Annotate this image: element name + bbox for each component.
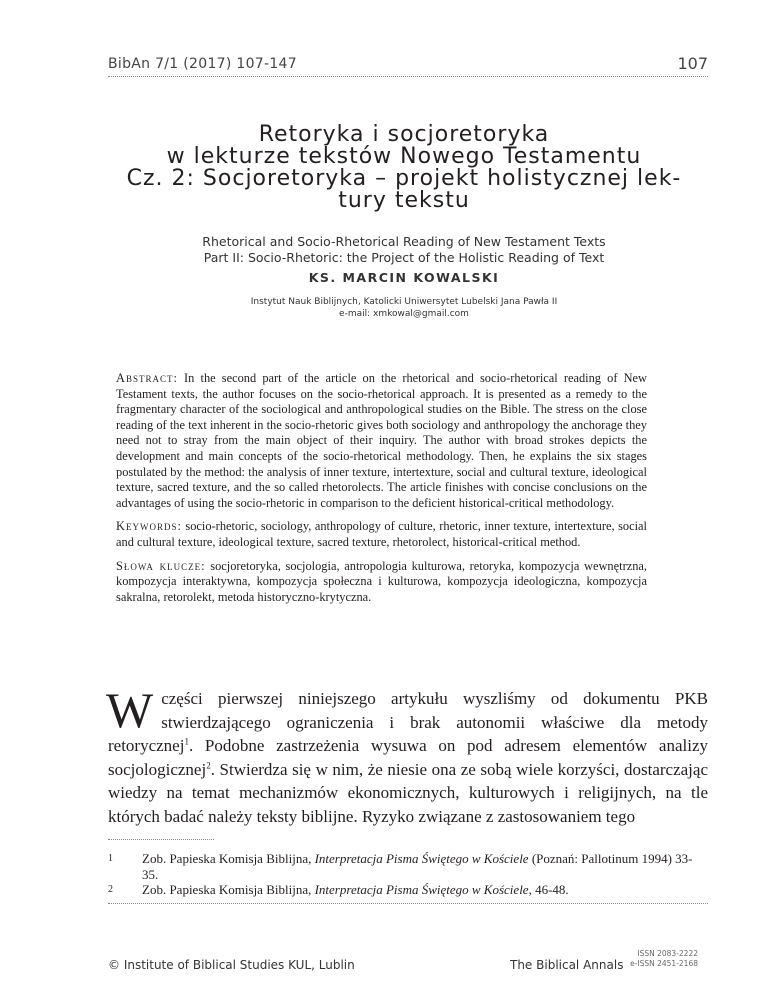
body-text-part: części pierwszej niniejszego artykułu wyszliśmy od dokumentu PKB stwierdzającego ograniczenia i brak autonomii właściwe dla metody retorycznej: [108, 689, 708, 755]
journal-citation: BibAn 7/1 (2017) 107-147: [108, 56, 297, 72]
abstract-block: [116, 371, 647, 605]
footnote-ref-1[interactable]: 1: [184, 736, 189, 747]
running-head: [108, 50, 708, 77]
footnote-text: , 46-48.: [528, 882, 569, 897]
footer-divider: [108, 903, 708, 904]
footnote-title: Interpretacja Pisma Świętego w Kościele: [314, 882, 529, 897]
body-paragraph: [106, 682, 708, 828]
footnote-ref-2[interactable]: 2: [206, 759, 211, 770]
keywords: [116, 519, 647, 550]
footnote-divider: [108, 839, 214, 840]
abstract-text: In the second part of the article on the rhetorical and socio-rhetorical reading of New Testament texts, the author focuses on the socio-rhetorical approach. It is presented as a remedy to the fragmentary character of the sociological and anthropological studies on the Bible. The stress on the close reading of the text inherent in the socio-rhetoric gives both sociology and anthropology the anchorage they need not to stray from the main object of their inquiry. The author with broad strokes depicts the development and main concepts of the socio-rhetorical methodology. Then, he explains the six stages postulated by the method: the analysis of inner texture, intertexture, social and cultural texture, ideological texture, sacred texture, and the so called rhetorolects. The article finishes with concise conclusions on the advantages of using the socio-rhetoric in comparison to the deficient historical-critical methodology.: [116, 371, 647, 510]
eissn: e-ISSN 2451-2168: [630, 959, 698, 968]
page-number: 107: [677, 54, 708, 73]
affiliation-institution: Instytut Nauk Biblijnych, Katolicki Uniwersytet Lubelski Jana Pawła II: [250, 297, 558, 307]
issn: ISSN 2083-2222: [637, 949, 698, 958]
keywords-text: socio-rhetoric, sociology, anthropology of culture, rhetoric, inner texture, intertexture, social and cultural texture, ideological texture, sacred texture, rhetorolect, historical-critical method.: [116, 519, 647, 549]
body-text-part: . Stwierdza się w nim, że niesie ona ze sobą wiele korzyści, dostarczając wiedzy na temat mechanizmów ekonomicznych, kulturowych i religijnych, na tle których badać należy teksty biblijne. Ryzyko związane z zastosowaniem tego: [108, 759, 708, 826]
drop-cap: W: [106, 682, 154, 738]
article-title: [100, 124, 708, 212]
title-line: Retoryka i socjoretoryka: [258, 122, 550, 147]
footnote-title: Interpretacja Pisma Świętego w Kościele: [314, 851, 529, 866]
affiliation-email: e-mail: xmkowal@gmail.com: [339, 309, 469, 319]
footnote-text: Zob. Papieska Komisja Biblijna,: [142, 851, 315, 866]
footnotes: [108, 851, 708, 898]
title-line: w lekturze tekstów Nowego Testamentu: [166, 144, 642, 169]
footnote: [108, 882, 708, 898]
english-subtitle: [100, 234, 708, 266]
footnote-text: (Poznań: Pallotinum 1994) 33-35.: [142, 851, 693, 882]
abstract-label: Abstract:: [116, 371, 178, 385]
footnote-text: Zob. Papieska Komisja Biblijna,: [142, 882, 315, 897]
copyright: © Institute of Biblical Studies KUL, Lublin: [108, 958, 355, 972]
footnote-number: 2: [108, 884, 113, 895]
issn-block: [622, 949, 698, 969]
body-text-part: . Podobne zastrzeżenia wysuwa on pod adresem elementów analizy socjologicznej: [108, 736, 708, 779]
polish-keywords-text: socjoretoryka, socjologia, antropologia kulturowa, retoryka, kompozycja wewnętrzna, kompozycja interaktywna, kompozycja społeczna i kulturowa, kompozycja ideologiczna, kompozycja sakralna, retorolekt, metoda historyczno-krytyczna.: [116, 558, 647, 604]
subtitle-line: Part II: Socio-Rhetoric: the Project of the Holistic Reading of Text: [203, 250, 605, 265]
footnote: [108, 851, 708, 882]
footnote-number: 1: [108, 853, 113, 864]
keywords-label: Keywords:: [116, 519, 182, 534]
journal-name: The Biblical Annals: [510, 958, 624, 972]
author-name: KS. MARCIN KOWALSKI: [308, 270, 500, 285]
polish-keywords: [116, 559, 647, 606]
abstract: [116, 371, 647, 511]
title-line: tury tekstu: [338, 188, 470, 213]
affiliation: [100, 296, 708, 320]
title-line: Cz. 2: Socjoretoryka – projekt holistycznej lek-: [126, 166, 682, 191]
subtitle-line: Rhetorical and Socio-Rhetorical Reading of New Testament Texts: [202, 234, 606, 249]
polish-keywords-label: Słowa klucze:: [116, 558, 206, 573]
